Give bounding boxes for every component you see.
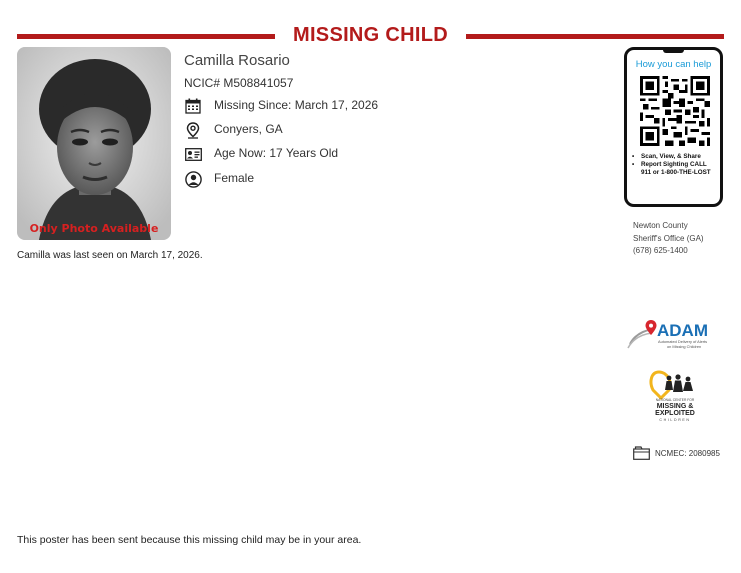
person-icon [184, 170, 202, 188]
help-step-report: • Report Sighting CALL 911 or 1-800-THE-LOST [632, 161, 717, 177]
help-steps [632, 153, 717, 177]
last-seen-narrative: Camilla was last seen on March 17, 2026. [17, 250, 203, 261]
ncmec-line-4: CHILDREN [659, 418, 691, 422]
phone-notch [663, 49, 684, 53]
ncmec-line-1: NATIONAL CENTER FOR [655, 398, 695, 402]
missing-since-text: Missing Since: March 17, 2026 [214, 98, 379, 112]
photo-caption: Only Photo Available [29, 222, 159, 235]
adam-logo [627, 318, 719, 354]
agency-name-line2: Sheriff's Office (GA) [633, 233, 704, 243]
folder-icon [633, 446, 650, 460]
poster-footer: This poster has been sent because this missing child may be in your area. [17, 534, 362, 546]
age-text: Age Now: 17 Years Old [214, 146, 339, 160]
ncmec-logo [645, 368, 705, 428]
info-missing-since [184, 97, 379, 115]
location-pin-icon [184, 121, 202, 139]
agency-contact [633, 220, 704, 258]
agency-phone[interactable]: (678) 625-1400 [633, 246, 688, 255]
ncmec-case-text: NCMEC: 2080985 [655, 448, 720, 458]
adam-wordmark: ADAM [657, 321, 708, 340]
qr-code[interactable] [640, 76, 710, 146]
poster-title: MISSING CHILD [292, 24, 448, 46]
header-rule-left [17, 34, 275, 39]
info-sex [184, 170, 255, 188]
help-title: How you can help [635, 59, 712, 70]
sex-text: Female [214, 171, 255, 185]
info-location [184, 121, 283, 139]
child-photo [17, 47, 171, 240]
help-step-scan: • Scan, View, & Share [632, 153, 717, 161]
child-name: Camilla Rosario [184, 52, 290, 69]
header-rule-right [466, 34, 724, 39]
id-card-icon [184, 145, 202, 163]
ncic-number: NCIC# M508841057 [184, 76, 294, 90]
phone-help-panel [624, 47, 723, 207]
ncmec-line-2: MISSING & [656, 403, 694, 410]
ncmec-case-id [633, 446, 720, 460]
adam-tagline-1: Automated Delivery of Alerts [658, 339, 708, 344]
location-text: Conyers, GA [214, 122, 283, 136]
calendar-icon [184, 97, 202, 115]
agency-name-line1: Newton County [633, 221, 688, 230]
ncmec-line-3: EXPLOITED [655, 410, 695, 417]
adam-tagline-2: on Missing Children [667, 344, 702, 349]
info-age [184, 145, 339, 163]
